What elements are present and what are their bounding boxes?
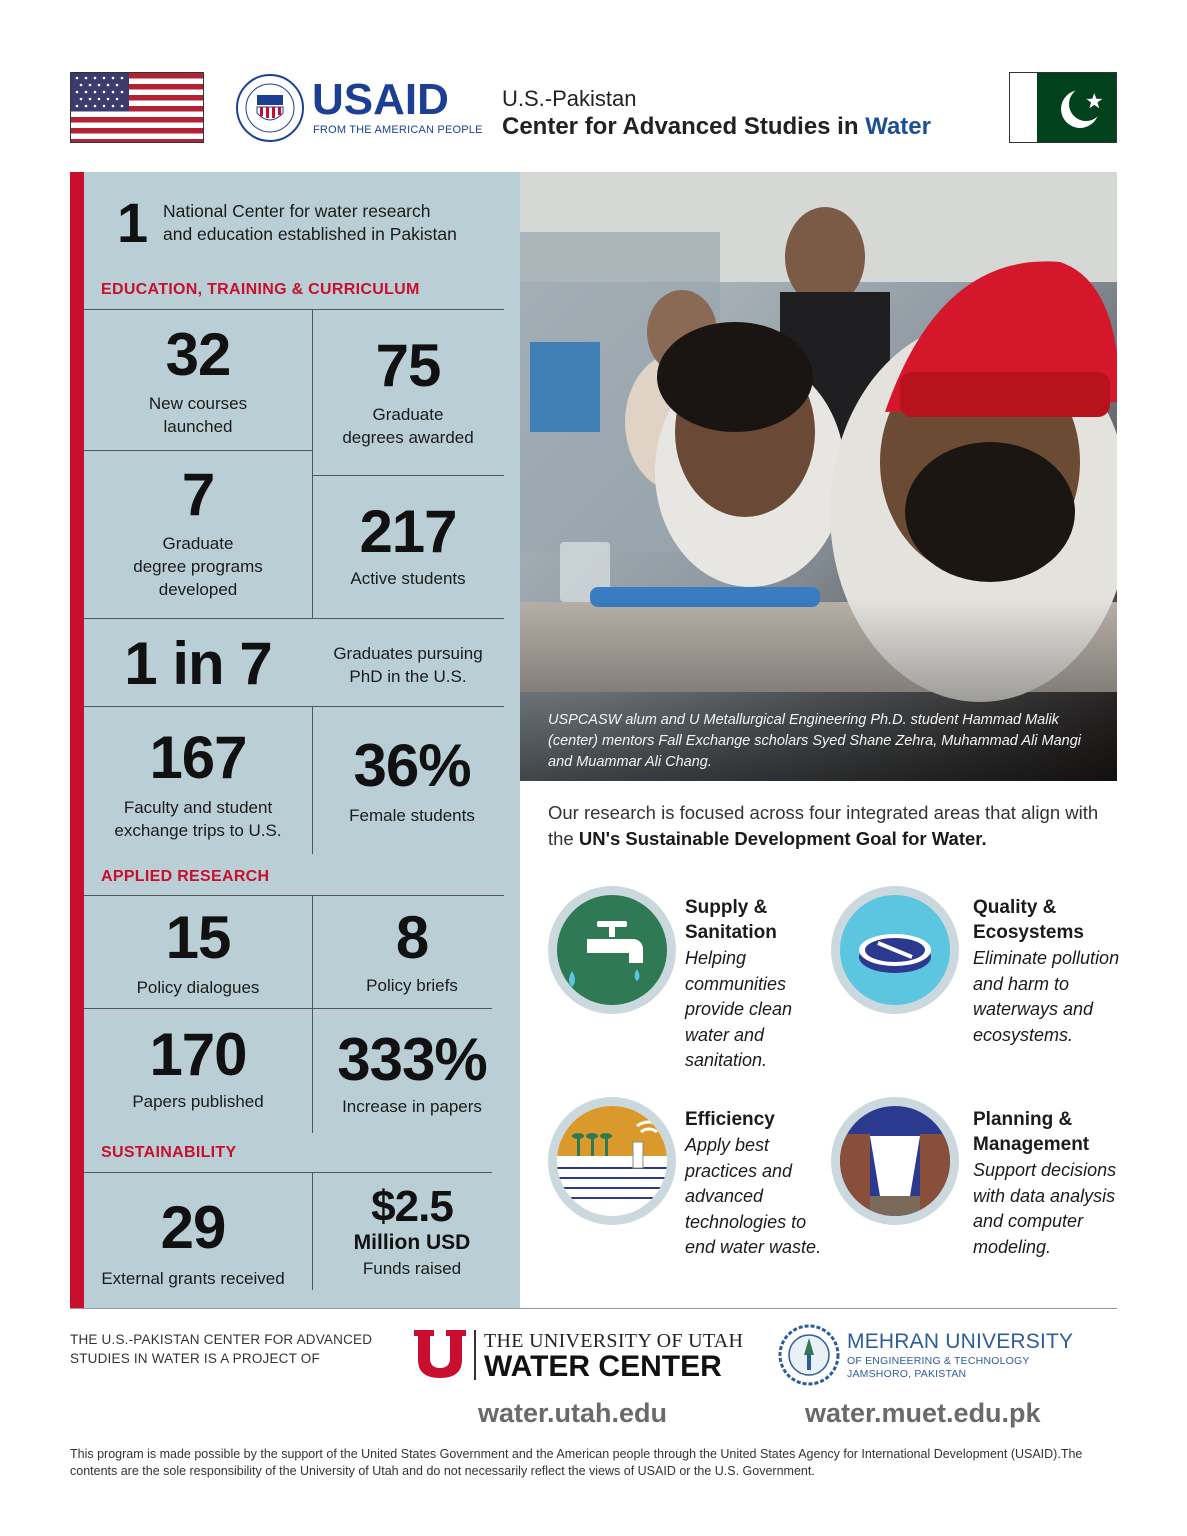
divider: [84, 309, 504, 310]
area-desc-line: ecosystems.: [973, 1024, 1074, 1045]
panel-accent-stripe: [70, 172, 84, 1308]
stat-increase: [312, 1026, 512, 1118]
stat-grad-programs: [84, 461, 312, 601]
area-desc-line: Support decisions: [973, 1160, 1117, 1180]
area-desc-line: Helping: [685, 948, 747, 968]
stat-grad-degrees-line1: Graduate: [372, 405, 444, 424]
area-title-supply-line1: Supply &: [685, 897, 768, 918]
muet-url-link[interactable]: water.muet.edu.pk: [805, 1398, 1041, 1428]
stat-grad-degrees-line2: degrees awarded: [342, 428, 474, 447]
stat-papers-value: 170: [149, 1021, 247, 1088]
header-title-accent: Water: [865, 113, 931, 140]
section-education: EDUCATION, TRAINING & CURRICULUM: [101, 281, 420, 298]
area-desc-planning: [973, 1158, 1116, 1260]
area-desc-line: advanced: [685, 1186, 764, 1206]
stat-grad-degrees-value: 75: [375, 332, 441, 399]
stat-briefs: [312, 904, 512, 997]
petri-dish-icon: [831, 886, 959, 1014]
stat-funds-line1: Funds raised: [362, 1259, 462, 1278]
research-intro-text: Our research is focused across four integrated areas that align with the: [548, 802, 1099, 849]
irrigation-icon: [548, 1097, 676, 1225]
stat-papers-line1: Papers published: [132, 1092, 264, 1111]
stat-active-students-line1: Active students: [350, 569, 466, 588]
stat-funds-sub: Million USD: [353, 1231, 471, 1254]
area-desc-line: and harm to: [973, 973, 1070, 994]
stat-new-courses-value: 32: [165, 321, 231, 388]
stat-active-students: [312, 498, 504, 590]
stat-grad-programs-value: 7: [181, 461, 215, 528]
divider: [312, 475, 504, 476]
area-desc-line: waterways and: [973, 999, 1094, 1019]
area-title-planning: [973, 1107, 1089, 1157]
stat-grad-programs-line3: developed: [158, 580, 238, 599]
research-intro: [548, 800, 1108, 852]
header-title: [502, 113, 931, 141]
area-desc-line: technologies to: [685, 1211, 807, 1232]
stat-exchange: [84, 724, 312, 842]
stat-papers: [84, 1021, 312, 1113]
area-desc-line: Eliminate pollution: [973, 948, 1120, 968]
area-desc-line: practices and: [685, 1160, 793, 1181]
area-desc-line: communities: [685, 973, 787, 994]
lab-photo: [520, 172, 1117, 781]
stat-dialogues: [84, 904, 312, 999]
area-desc-line: modeling.: [973, 1236, 1052, 1257]
section-sustainability: SUSTAINABILITY: [101, 1144, 237, 1161]
area-desc-quality: [973, 946, 1119, 1048]
us-flag: [70, 72, 204, 143]
area-desc-line: Apply best: [685, 1135, 770, 1155]
area-desc-line: provide clean: [685, 999, 793, 1019]
stat-briefs-line1: Policy briefs: [366, 976, 458, 995]
usaid-logo-text: USAID: [312, 75, 449, 124]
stat-dialogues-value: 15: [165, 904, 231, 971]
stat-funds-value: $2.5: [371, 1182, 453, 1231]
area-desc-line: water and: [685, 1024, 765, 1045]
stat-phd-line1: Graduates pursuing: [333, 644, 483, 663]
area-title-efficiency: Efficiency: [685, 1109, 775, 1130]
stat-phd-value: 1 in 7: [124, 630, 272, 697]
project-statement-line2: STUDIES IN WATER IS A PROJECT OF: [70, 1351, 320, 1366]
mehran-logo-line3: JAMSHORO, PAKISTAN: [847, 1368, 967, 1380]
faucet-icon: [548, 886, 676, 1014]
stat-new-courses-line2: launched: [163, 417, 233, 436]
disclaimer: This program is made possible by the support of the United States Government and the American people through the United States Agency for International Development (USAID).The contents are the sole responsibility of the University of Utah and do not necessarily reflect the views of USAID or the U.S. Government.: [70, 1447, 1083, 1478]
footer-divider: [70, 1308, 1117, 1309]
photo-caption: USPCASW alum and U Metallurgical Engineering Ph.D. student Hammad Malik (center) mentors Fall Exchange scholars Syed Shane Zehra, Muhammad Ali Mangi and Muammar Ali Chang.: [548, 712, 1081, 770]
area-title-supply: [685, 895, 777, 945]
stat-grad-programs-line2: degree programs: [133, 557, 263, 576]
usaid-seal-icon: [235, 73, 305, 143]
divider: [84, 895, 504, 896]
area-title-quality-line2: Ecosystems: [973, 922, 1084, 943]
stat-increase-value: 333%: [337, 1026, 487, 1093]
uu-logo-line2: WATER CENTER: [484, 1350, 722, 1383]
stat-grants: [84, 1194, 302, 1290]
pakistan-flag: [1009, 72, 1117, 143]
uu-logo-line1: THE UNIVERSITY OF UTAH: [484, 1330, 744, 1352]
stat-phd-line2: PhD in the U.S.: [349, 667, 467, 686]
stat-exchange-line2: exchange trips to U.S.: [114, 821, 282, 840]
university-of-utah-u-icon: [412, 1328, 468, 1385]
stat-female-line1: Female students: [349, 806, 475, 825]
area-desc-efficiency: [685, 1133, 821, 1261]
stat-grad-programs-line1: Graduate: [162, 534, 234, 553]
utah-url-link[interactable]: water.utah.edu: [478, 1398, 668, 1428]
divider: [84, 450, 312, 451]
stat-funds: [312, 1182, 512, 1280]
stat-exchange-value: 167: [149, 724, 247, 791]
stat-national-line1: National Center for water research: [163, 201, 431, 221]
project-statement-line1: THE U.S.-PAKISTAN CENTER FOR ADVANCED: [70, 1332, 373, 1347]
divider: [84, 618, 504, 619]
stat-briefs-value: 8: [395, 904, 429, 971]
area-desc-line: end water waste.: [685, 1237, 822, 1257]
section-research: APPLIED RESEARCH: [101, 868, 270, 885]
stat-national-label: [163, 200, 457, 246]
stat-female: [312, 732, 512, 827]
stat-new-courses-line1: New courses: [148, 394, 248, 413]
mehran-logo-line1: MEHRAN UNIVERSITY: [847, 1330, 1074, 1353]
area-desc-line: sanitation.: [685, 1050, 768, 1070]
stat-new-courses: [84, 321, 312, 438]
header-subtitle: U.S.-Pakistan: [502, 86, 637, 111]
area-desc-line: and computer: [973, 1211, 1084, 1231]
stat-grants-value: 29: [160, 1194, 226, 1261]
area-title-quality: [973, 895, 1084, 945]
research-intro-bold: UN's Sustainable Development Goal for Water.: [578, 828, 987, 849]
divider: [84, 706, 504, 707]
stat-active-students-value: 217: [359, 498, 457, 565]
area-desc-supply: [685, 946, 792, 1074]
logo-divider: [474, 1330, 476, 1380]
area-desc-line: with data analysis: [973, 1185, 1116, 1206]
stat-grad-degrees: [312, 332, 504, 449]
project-statement: [70, 1330, 400, 1368]
stat-female-value: 36%: [353, 732, 471, 799]
area-title-planning-line2: Management: [973, 1134, 1090, 1155]
stat-national-line2: and education established in Pakistan: [163, 224, 457, 244]
area-title-planning-line1: Planning &: [973, 1109, 1073, 1130]
stat-exchange-line1: Faculty and student: [123, 798, 273, 817]
dam-icon: [831, 1097, 959, 1225]
stat-increase-line1: Increase in papers: [342, 1097, 482, 1116]
stat-phd-label: [312, 642, 504, 688]
stat-grants-line1: External grants received: [101, 1269, 285, 1288]
usaid-tagline: FROM THE AMERICAN PEOPLE: [313, 124, 483, 136]
divider: [84, 1008, 492, 1009]
divider: [84, 1172, 492, 1173]
stat-dialogues-line1: Policy dialogues: [136, 978, 260, 997]
area-title-quality-line1: Quality &: [973, 897, 1057, 918]
area-title-supply-line2: Sanitation: [685, 922, 777, 943]
stat-national-value: 1: [117, 191, 148, 254]
header-title-main: Center for Advanced Studies in: [502, 113, 866, 140]
mehran-logo-line2: OF ENGINEERING & TECHNOLOGY: [847, 1355, 1030, 1367]
mehran-university-seal-icon: [778, 1324, 840, 1391]
